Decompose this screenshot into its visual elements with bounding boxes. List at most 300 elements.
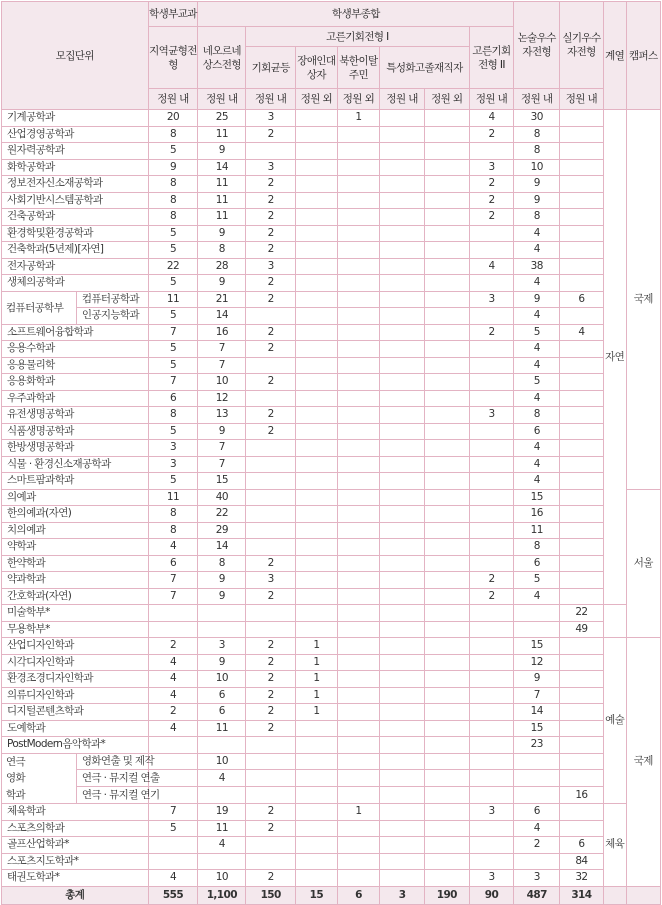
cell-spec_in [380,687,425,704]
cell-gihoe [246,605,296,622]
cell-gihoe [246,539,296,556]
cell-renaissance: 11 [198,176,246,193]
table-row [2,456,661,473]
cell-goreun2 [469,473,514,490]
cell-renaissance: 14 [198,159,246,176]
cell-essay: 9 [514,671,560,688]
cell-disabled [296,720,338,737]
table-row [2,374,661,391]
cell-nk [337,638,380,655]
quota-regional: 정원 내 [148,89,198,110]
cell-practical [560,390,604,407]
cell-gihoe: 2 [246,720,296,737]
cell-spec_in [380,804,425,821]
cell-practical [560,275,604,292]
cell-essay: 4 [514,440,560,457]
cell-essay [514,753,560,770]
cell-gihoe [246,621,296,638]
cell-practical: 4 [560,324,604,341]
cell-renaissance: 28 [198,258,246,275]
cell-renaissance [198,853,246,870]
cell-spec_in [380,440,425,457]
row-name: 스마트팜과학과 [2,473,149,490]
cell-goreun2 [469,522,514,539]
cell-renaissance [198,737,246,754]
cell-essay: 23 [514,737,560,754]
cell-spec_in [380,143,425,160]
cell-renaissance: 8 [198,555,246,572]
cell-gihoe: 2 [246,687,296,704]
table-row [2,820,661,837]
cell-goreun2 [469,621,514,638]
cell-disabled [296,390,338,407]
cell-essay: 6 [514,423,560,440]
cell-spec_in [380,737,425,754]
cell-practical: 49 [560,621,604,638]
cell-regional: 7 [148,804,198,821]
cell-practical: 6 [560,291,604,308]
cell-goreun2: 3 [469,159,514,176]
cell-essay: 15 [514,489,560,506]
cell-gihoe: 2 [246,704,296,721]
cell-essay: 8 [514,407,560,424]
cell-spec_in [380,423,425,440]
cell-practical [560,456,604,473]
table-row [2,870,661,887]
row-name: 의예과 [2,489,149,506]
cell-goreun2 [469,720,514,737]
cell-renaissance: 4 [198,770,246,787]
cell-disabled [296,423,338,440]
header-regional: 지역균형전형 [148,27,198,89]
cell-practical [560,258,604,275]
cell-nk [337,209,380,226]
cell-goreun2 [469,654,514,671]
cell-practical [560,357,604,374]
cell-spec_in [380,555,425,572]
cell-goreun2: 2 [469,209,514,226]
cell-regional: 2 [148,704,198,721]
cell-practical [560,110,604,127]
cell-spec_in [380,126,425,143]
cell-gihoe [246,770,296,787]
cell-goreun2: 3 [469,291,514,308]
cell-spec_out [424,275,469,292]
cell-renaissance: 7 [198,456,246,473]
cell-goreun2: 2 [469,192,514,209]
cell-spec_in [380,605,425,622]
cell-nk [337,837,380,854]
row-name: 식품생명공학과 [2,423,149,440]
cell-nk [337,176,380,193]
cell-goreun2: 2 [469,126,514,143]
row-name: 한의예과(자연) [2,506,149,523]
row-name: 기계공학과 [2,110,149,127]
cell-spec_out [424,440,469,457]
cell-renaissance: 9 [198,572,246,589]
cell-essay: 4 [514,275,560,292]
table-row [2,126,661,143]
cell-renaissance: 16 [198,324,246,341]
quota-practical: 정원 내 [560,89,604,110]
cell-spec_out [424,456,469,473]
cell-practical [560,506,604,523]
cell-essay: 2 [514,837,560,854]
cell-spec_in [380,704,425,721]
table-row [2,704,661,721]
cell-renaissance: 40 [198,489,246,506]
cell-regional: 5 [148,308,198,325]
cell-spec_in [380,225,425,242]
cell-gihoe: 2 [246,804,296,821]
cell-nk [337,258,380,275]
cell-regional: 8 [148,209,198,226]
cell-regional: 5 [148,341,198,358]
cell-nk [337,341,380,358]
cell-renaissance: 11 [198,820,246,837]
table-row [2,341,661,358]
cell-renaissance: 9 [198,143,246,160]
row-name: 응용화학과 [2,374,149,391]
cell-regional: 5 [148,143,198,160]
cell-essay: 8 [514,209,560,226]
cell-gihoe: 2 [246,291,296,308]
cell-disabled [296,159,338,176]
cell-essay: 4 [514,390,560,407]
cell-disabled [296,737,338,754]
cell-regional: 8 [148,176,198,193]
table-row [2,588,661,605]
group-film: 연극영화학과 [2,753,77,804]
row-name: 산업경영공학과 [2,126,149,143]
cell-renaissance: 9 [198,654,246,671]
cell-disabled: 1 [296,671,338,688]
cell-gihoe: 2 [246,341,296,358]
cell-goreun2 [469,605,514,622]
total-nk: 6 [337,886,380,904]
cell-gihoe: 2 [246,176,296,193]
cell-spec_in [380,291,425,308]
cell-spec_in [380,407,425,424]
cell-nk: 1 [337,110,380,127]
cell-disabled [296,522,338,539]
cell-spec_out [424,126,469,143]
cell-goreun2 [469,308,514,325]
cell-essay: 30 [514,110,560,127]
row-name: 유전생명공학과 [2,407,149,424]
header-essay: 논술우수자전형 [514,2,560,89]
cell-renaissance: 7 [198,341,246,358]
cell-regional: 8 [148,192,198,209]
cell-practical [560,737,604,754]
cell-practical [560,423,604,440]
table-row [2,671,661,688]
cell-essay: 4 [514,473,560,490]
cell-nk [337,588,380,605]
cell-essay: 4 [514,588,560,605]
cell-disabled [296,539,338,556]
cell-spec_out [424,737,469,754]
cell-essay: 8 [514,539,560,556]
cell-nk [337,687,380,704]
row-name: 영화연출 및 제작 [76,753,148,770]
cell-gihoe: 3 [246,159,296,176]
cell-regional: 5 [148,423,198,440]
cell-gihoe: 3 [246,258,296,275]
cell-disabled [296,143,338,160]
cell-gihoe: 2 [246,209,296,226]
total-row [2,886,661,904]
cell-gihoe [246,357,296,374]
cell-disabled [296,192,338,209]
cell-disabled [296,324,338,341]
total-goreun2: 90 [469,886,514,904]
cell-regional: 4 [148,687,198,704]
cell-essay: 4 [514,341,560,358]
campus-seoul: 서울 [626,489,660,638]
cell-goreun2 [469,242,514,259]
cell-spec_in [380,787,425,804]
table-row [2,225,661,242]
cell-practical [560,159,604,176]
total-renaissance: 1,100 [198,886,246,904]
track-blank [603,605,626,638]
cell-renaissance: 21 [198,291,246,308]
cell-goreun2 [469,770,514,787]
cell-practical [560,555,604,572]
cell-renaissance: 11 [198,720,246,737]
cell-spec_out [424,291,469,308]
cell-disabled [296,753,338,770]
admissions-quota-table [1,1,661,905]
cell-nk [337,787,380,804]
cell-regional: 5 [148,820,198,837]
cell-regional [148,737,198,754]
table-row [2,390,661,407]
cell-nk [337,324,380,341]
cell-goreun2 [469,704,514,721]
table-row [2,192,661,209]
campus-global-2: 국제 [626,638,660,887]
cell-gihoe: 2 [246,324,296,341]
cell-nk [337,390,380,407]
cell-spec_in [380,522,425,539]
cell-nk [337,720,380,737]
cell-practical [560,308,604,325]
table-row [2,720,661,737]
cell-spec_out [424,258,469,275]
cell-goreun2 [469,539,514,556]
table-row [2,638,661,655]
cell-renaissance: 11 [198,192,246,209]
cell-goreun2 [469,440,514,457]
cell-goreun2 [469,489,514,506]
cell-regional: 7 [148,572,198,589]
cell-nk [337,225,380,242]
cell-nk [337,820,380,837]
table-row [2,770,661,787]
cell-nk [337,159,380,176]
cell-renaissance [198,787,246,804]
cell-nk [337,456,380,473]
cell-renaissance: 7 [198,357,246,374]
cell-gihoe: 3 [246,572,296,589]
cell-regional: 4 [148,720,198,737]
cell-regional: 3 [148,440,198,457]
cell-disabled [296,770,338,787]
cell-spec_in [380,308,425,325]
row-name: 시각디자인학과 [2,654,149,671]
cell-practical: 22 [560,605,604,622]
cell-disabled [296,853,338,870]
cell-disabled [296,787,338,804]
cell-spec_in [380,770,425,787]
cell-spec_in [380,258,425,275]
cell-disabled [296,506,338,523]
cell-disabled [296,176,338,193]
cell-spec_out [424,324,469,341]
cell-spec_out [424,770,469,787]
cell-disabled [296,837,338,854]
cell-spec_in [380,720,425,737]
cell-renaissance: 11 [198,126,246,143]
cell-regional: 20 [148,110,198,127]
cell-gihoe [246,853,296,870]
cell-essay: 9 [514,176,560,193]
cell-essay: 11 [514,522,560,539]
cell-nk [337,242,380,259]
cell-spec_in [380,539,425,556]
cell-renaissance [198,621,246,638]
cell-regional: 7 [148,324,198,341]
cell-spec_in [380,753,425,770]
cell-goreun2: 3 [469,870,514,887]
cell-spec_out [424,159,469,176]
cell-regional: 5 [148,242,198,259]
cell-spec_out [424,555,469,572]
header-disabled: 장애인대상자 [296,47,338,89]
row-name: 약과학과 [2,572,149,589]
table-row [2,176,661,193]
cell-disabled [296,258,338,275]
cell-renaissance: 9 [198,275,246,292]
cell-spec_out [424,473,469,490]
cell-essay: 4 [514,308,560,325]
cell-goreun2 [469,143,514,160]
table-row [2,853,661,870]
total-spec_out: 190 [424,886,469,904]
cell-practical [560,209,604,226]
cell-spec_out [424,704,469,721]
cell-goreun2: 3 [469,407,514,424]
cell-essay [514,605,560,622]
cell-spec_out [424,143,469,160]
total-label: 총계 [2,886,149,904]
table-row [2,275,661,292]
row-name: 치의예과 [2,522,149,539]
quota-spec-in: 정원 내 [380,89,425,110]
cell-nk [337,407,380,424]
cell-goreun2 [469,374,514,391]
cell-spec_in [380,671,425,688]
cell-spec_out [424,407,469,424]
cell-nk [337,423,380,440]
cell-spec_in [380,390,425,407]
cell-renaissance: 15 [198,473,246,490]
cell-essay: 4 [514,820,560,837]
cell-essay [514,621,560,638]
cell-spec_out [424,539,469,556]
cell-regional: 6 [148,390,198,407]
cell-practical [560,654,604,671]
cell-essay [514,853,560,870]
cell-practical [560,820,604,837]
cell-goreun2 [469,671,514,688]
cell-spec_in [380,341,425,358]
cell-renaissance: 22 [198,506,246,523]
cell-gihoe [246,737,296,754]
row-name: 전자공학과 [2,258,149,275]
cell-practical [560,572,604,589]
cell-disabled [296,456,338,473]
cell-nk [337,654,380,671]
cell-nk [337,126,380,143]
quota-gihoe: 정원 내 [246,89,296,110]
cell-practical [560,440,604,457]
cell-goreun2: 2 [469,572,514,589]
cell-regional [148,621,198,638]
cell-goreun2 [469,225,514,242]
header-nk: 북한이탈주민 [337,47,380,89]
table-row [2,489,661,506]
cell-gihoe: 2 [246,671,296,688]
cell-spec_in [380,324,425,341]
header-practical: 실기우수자전형 [560,2,604,89]
cell-nk [337,621,380,638]
row-name: 산업디자인학과 [2,638,149,655]
table-row [2,291,661,308]
table-row [2,110,661,127]
cell-goreun2 [469,753,514,770]
row-name: 한약학과 [2,555,149,572]
cell-renaissance: 19 [198,804,246,821]
cell-nk [337,522,380,539]
cell-renaissance: 7 [198,440,246,457]
cell-regional: 3 [148,456,198,473]
cell-disabled [296,804,338,821]
cell-spec_out [424,506,469,523]
cell-spec_in [380,654,425,671]
table-row [2,687,661,704]
cell-practical [560,539,604,556]
cell-nk [337,357,380,374]
cell-practical [560,489,604,506]
cell-practical [560,242,604,259]
cell-spec_in [380,853,425,870]
cell-disabled [296,291,338,308]
track-pe: 체육 [603,804,626,887]
cell-nk [337,192,380,209]
cell-regional: 4 [148,870,198,887]
cell-gihoe [246,440,296,457]
total-disabled: 15 [296,886,338,904]
table-row [2,572,661,589]
header-goreun1: 고른기회전형 I [246,27,469,47]
cell-nk [337,143,380,160]
cell-disabled [296,621,338,638]
cell-practical [560,341,604,358]
cell-gihoe [246,308,296,325]
